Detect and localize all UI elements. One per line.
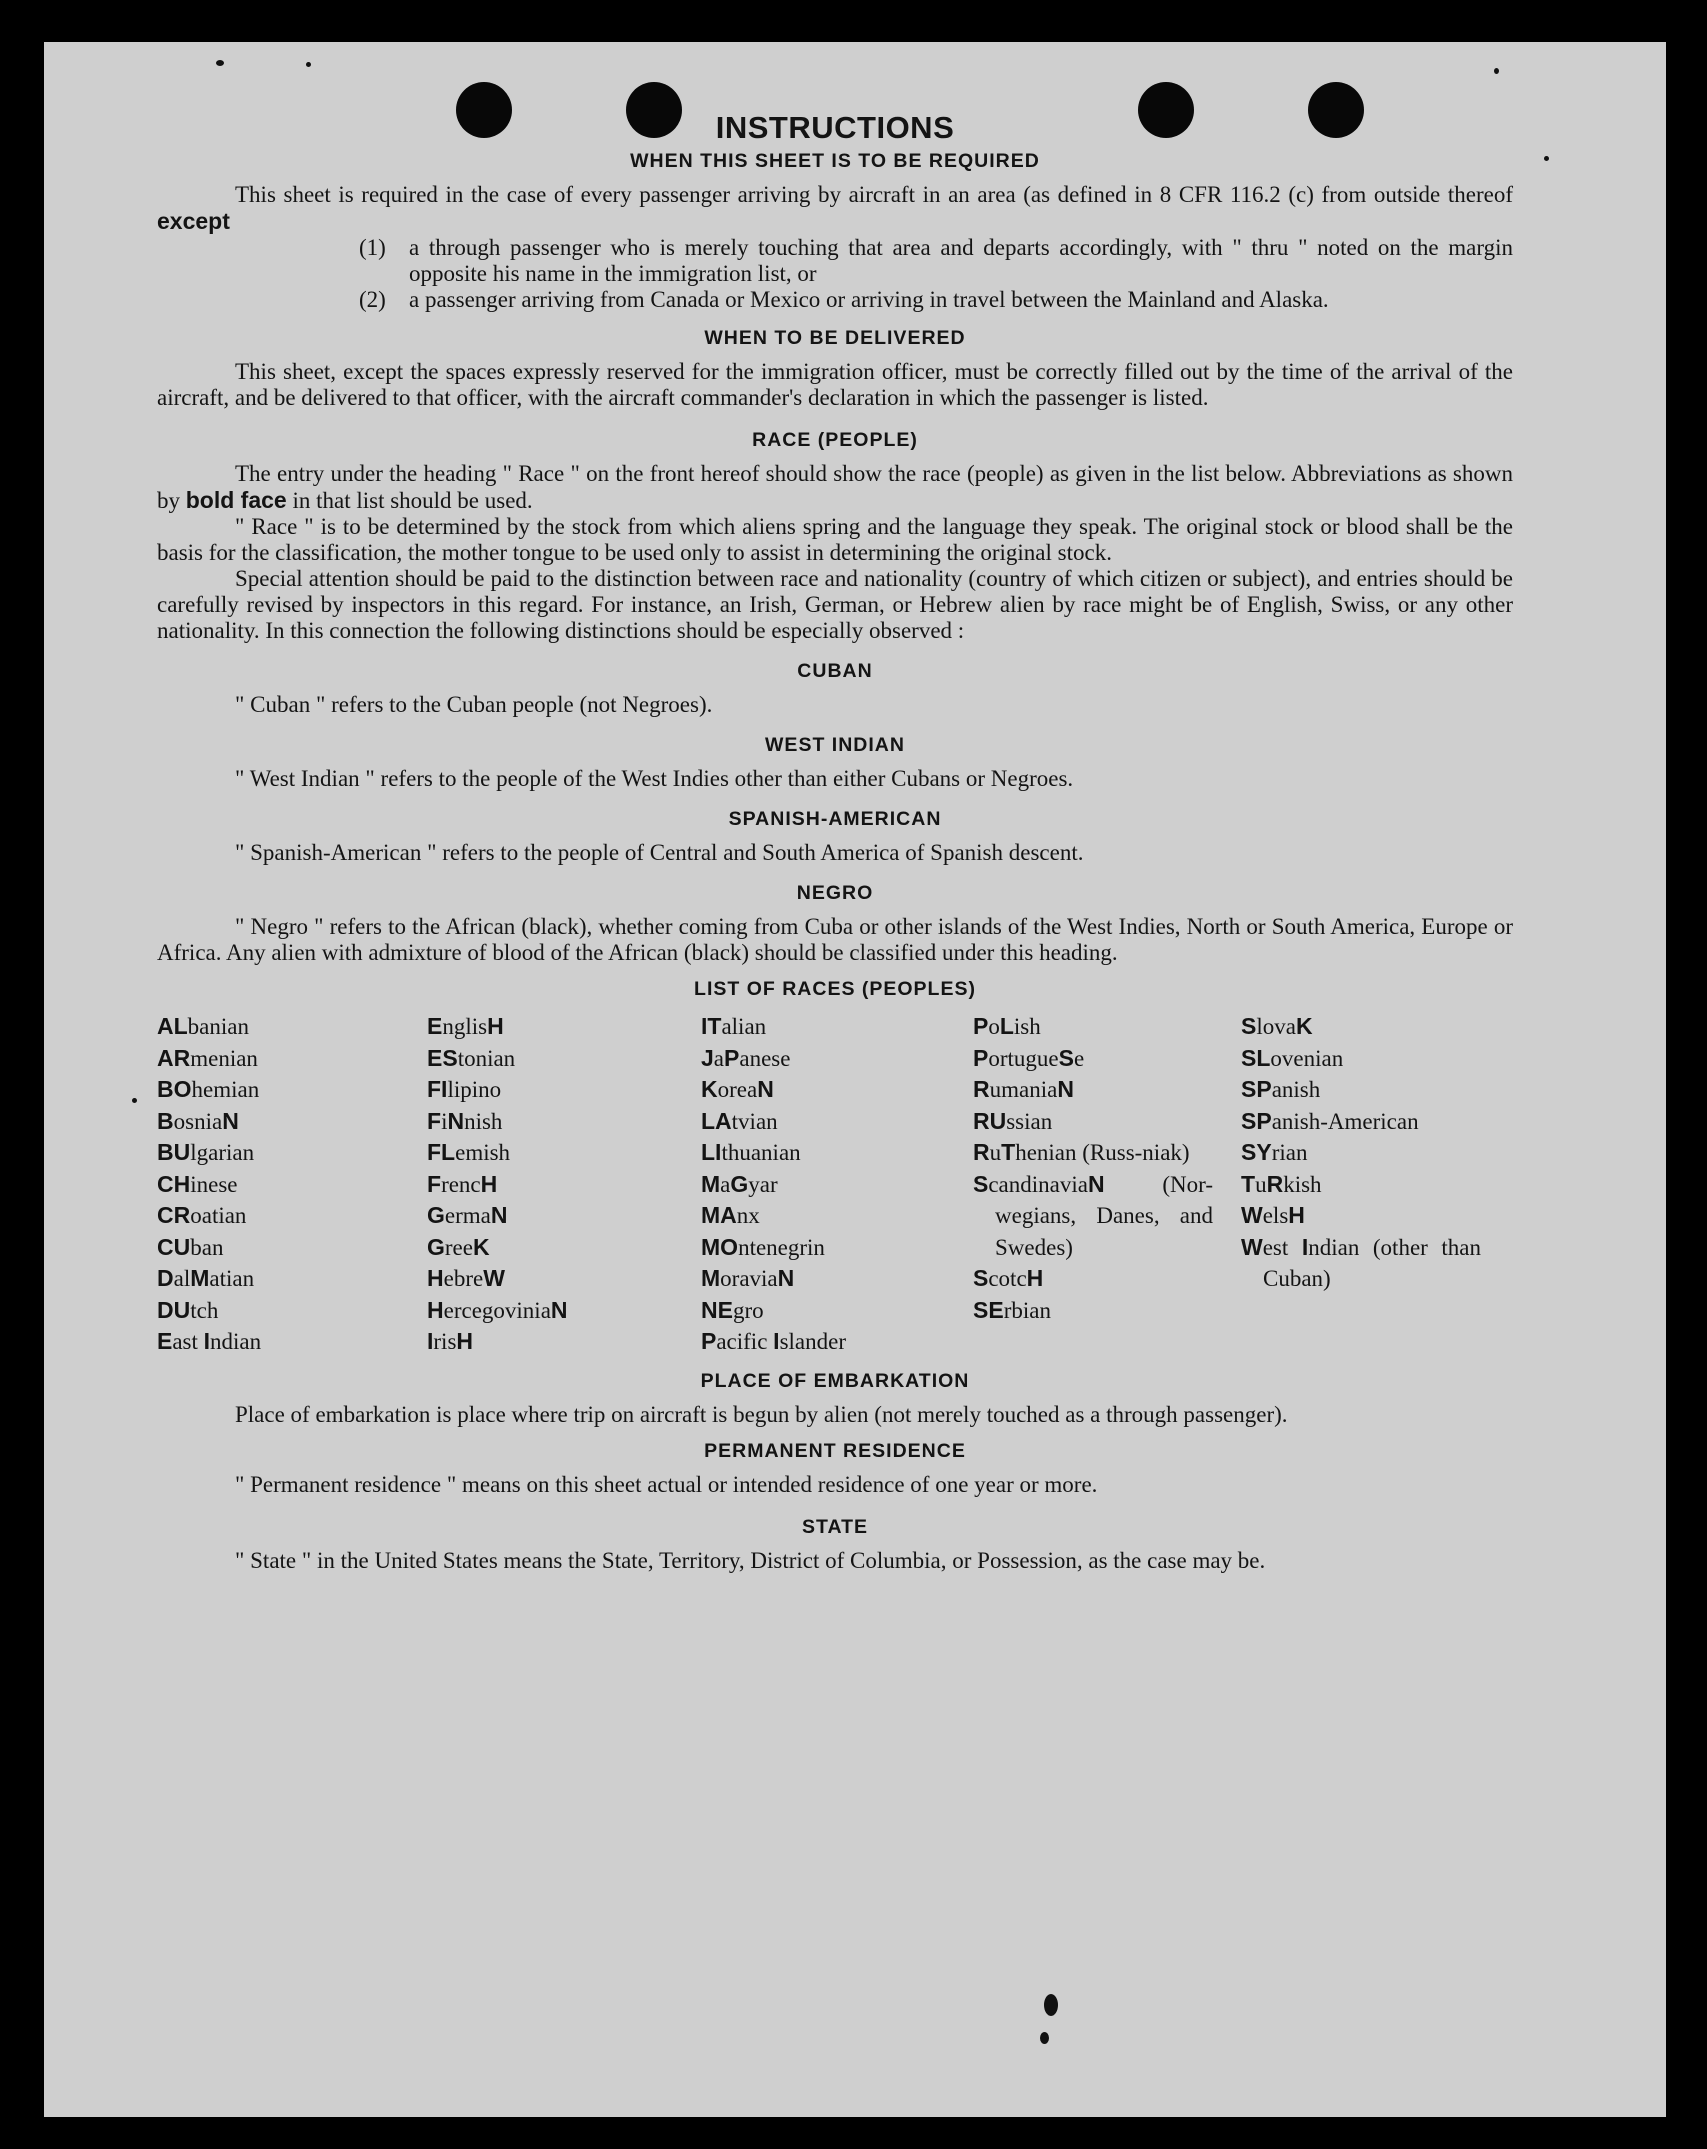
race-text: ntenegrin xyxy=(738,1234,825,1260)
race-abbreviation: IT xyxy=(701,1013,722,1039)
race-paragraph-2: " Race " is to be determined by the stock from which aliens spring and the language they speak. The original stock or blood shall be the basis for the classification, the mother tongue to be used only to assist in determining the original stock. xyxy=(157,514,1513,565)
race-text: o xyxy=(988,1014,1000,1039)
race-abbreviation: H xyxy=(1288,1202,1305,1228)
race-text: ree xyxy=(444,1234,473,1260)
race-abbreviation: NE xyxy=(701,1296,733,1323)
race-item xyxy=(701,1169,973,1201)
race-column xyxy=(157,1011,427,1358)
race-item xyxy=(157,1106,427,1138)
section-heading-race: RACE (PEOPLE) xyxy=(752,429,918,451)
race-text: hemian xyxy=(191,1077,260,1102)
section-heading-spanish-american: SPANISH-AMERICAN xyxy=(728,808,942,830)
race-abbreviation: P xyxy=(724,1044,740,1071)
race-item xyxy=(973,1106,1241,1138)
race-item xyxy=(427,1295,701,1327)
race-text: ris xyxy=(433,1329,457,1354)
race-item xyxy=(701,1106,973,1138)
race-text: ortugue xyxy=(988,1045,1059,1071)
race-abbreviation: N xyxy=(777,1265,795,1291)
race-text: anese xyxy=(739,1045,791,1071)
race-text: yar xyxy=(748,1171,778,1197)
race-abbreviation: K xyxy=(472,1233,490,1260)
race-item xyxy=(1241,1232,1481,1295)
race-text: ebre xyxy=(443,1266,484,1291)
race-abbreviation: FI xyxy=(427,1076,448,1102)
race-abbreviation: N xyxy=(447,1107,465,1134)
race-text: kish xyxy=(1283,1171,1322,1197)
race-text: alian xyxy=(721,1014,767,1039)
race-text: nish xyxy=(464,1108,503,1134)
race-text: e xyxy=(1073,1045,1085,1071)
race-item xyxy=(701,1074,973,1106)
race-item xyxy=(1241,1200,1481,1232)
section-heading-embarkation: PLACE OF EMBARKATION xyxy=(700,1369,970,1392)
race-text: atian xyxy=(209,1266,255,1291)
race-abbreviation: W xyxy=(483,1265,505,1291)
race-abbreviation: S xyxy=(1241,1013,1257,1039)
ink-speck xyxy=(216,60,224,66)
race-abbreviation: H xyxy=(1026,1265,1044,1291)
race-abbreviation: BO xyxy=(157,1076,192,1102)
race-abbreviation: M xyxy=(701,1265,721,1291)
race-item xyxy=(427,1263,701,1295)
race-abbreviation: L xyxy=(999,1013,1014,1039)
race-text: ish xyxy=(1013,1014,1041,1039)
race-abbreviation: P xyxy=(701,1328,717,1354)
race-abbreviation: T xyxy=(1001,1139,1016,1165)
race-text: candinavia xyxy=(988,1171,1088,1197)
race-item xyxy=(157,1326,427,1358)
race-column xyxy=(427,1011,701,1358)
race-item xyxy=(701,1232,973,1264)
race-text: emish xyxy=(455,1140,511,1165)
race-item xyxy=(973,1263,1241,1295)
race-abbreviation: E xyxy=(427,1013,443,1039)
race-abbreviation: I xyxy=(427,1328,434,1354)
race-item xyxy=(427,1232,701,1264)
race-item xyxy=(973,1011,1241,1043)
exception-text: a passenger arriving from Canada or Mexico or arriving in travel between the Mainland and Alaska. xyxy=(409,287,1329,312)
race-item xyxy=(701,1043,973,1075)
race-column xyxy=(973,1011,1241,1358)
section-heading-list-of-races: LIST OF RACES (PEOPLES) xyxy=(694,978,976,1000)
instructions-content xyxy=(157,110,1513,1574)
race-abbreviation: F xyxy=(427,1170,442,1197)
race-item xyxy=(427,1326,701,1358)
race-item xyxy=(427,1106,701,1138)
race-item xyxy=(427,1043,701,1075)
exception-number: (2) xyxy=(359,287,386,312)
race-abbreviation: K xyxy=(701,1076,718,1102)
race-item xyxy=(427,1137,701,1169)
race-abbreviation: R xyxy=(1266,1170,1284,1197)
race-text: al xyxy=(173,1266,191,1291)
race-item xyxy=(157,1169,427,1201)
race-paragraph-1 xyxy=(157,461,1513,514)
west-indian-text: " West Indian " refers to the people of the West Indies other than either Cubans or Negroes. xyxy=(235,766,1074,791)
race-abbreviation: CU xyxy=(157,1233,191,1260)
required-intro-text: This sheet is required in the case of every passenger arriving by aircraft in an area (as defined in 8 CFR 116.2 (c) from outside thereof xyxy=(235,182,1513,207)
ink-speck xyxy=(132,1098,137,1103)
section-heading-west-indian: WEST INDIAN xyxy=(765,734,905,756)
race-column xyxy=(1241,1011,1481,1358)
race-item xyxy=(427,1074,701,1106)
race-item xyxy=(973,1043,1241,1075)
ink-speck xyxy=(1544,156,1549,161)
race-abbreviation: SP xyxy=(1241,1076,1272,1102)
race-column xyxy=(701,1011,973,1358)
race-abbreviation: M xyxy=(190,1265,210,1291)
race-text: ban xyxy=(190,1234,224,1260)
race-text: osnia xyxy=(173,1108,223,1134)
race-text: oatian xyxy=(190,1203,247,1228)
embarkation-text: Place of embarkation is place where trip on aircraft is begun by alien (not merely touched as a through passenger). xyxy=(235,1401,1288,1427)
race-abbreviation: N xyxy=(1057,1076,1074,1102)
race-text: gro xyxy=(732,1297,764,1323)
race-item xyxy=(1241,1074,1481,1106)
race-item xyxy=(701,1200,973,1232)
race-abbreviation: P xyxy=(973,1013,989,1039)
exception-item xyxy=(157,287,1513,313)
race-abbreviation: S xyxy=(973,1265,989,1291)
race-item xyxy=(973,1137,1213,1169)
race-item xyxy=(427,1011,701,1043)
required-intro xyxy=(157,182,1513,235)
race-abbreviation: H xyxy=(427,1296,444,1323)
race-text: lova xyxy=(1256,1014,1296,1039)
race-item xyxy=(1241,1106,1481,1138)
race-text: ovenian xyxy=(1270,1045,1344,1071)
race-abbreviation: F xyxy=(427,1107,442,1134)
race-abbreviation: E xyxy=(157,1328,173,1354)
spanish-american-text: " Spanish-American " refers to the people of Central and South America of Spanish descent. xyxy=(235,840,1084,865)
race-abbreviation: N xyxy=(550,1296,568,1323)
race-item xyxy=(157,1137,427,1169)
race-item xyxy=(701,1326,973,1358)
race-abbreviation: N xyxy=(757,1076,774,1102)
section-heading-permanent-residence: PERMANENT RESIDENCE xyxy=(704,1439,966,1462)
race-abbreviation: ES xyxy=(427,1044,458,1071)
delivered-text: This sheet, except the spaces expressly reserved for the immigration officer, must be correctly filled out by the time of the arrival of the aircraft, and be delivered to that officer, with the aircraft commander's declaration in which the passenger is listed. xyxy=(157,359,1513,410)
race-abbreviation: BU xyxy=(157,1139,191,1165)
race-abbreviation: SP xyxy=(1241,1107,1272,1134)
race-abbreviation: CH xyxy=(157,1170,191,1197)
race-text: cotc xyxy=(988,1266,1027,1291)
race-abbreviation: H xyxy=(456,1328,474,1354)
exception-item xyxy=(157,235,1513,287)
race-abbreviation: S xyxy=(1058,1044,1074,1071)
race-item xyxy=(427,1200,701,1232)
race-text: erma xyxy=(444,1203,491,1228)
race-text: tch xyxy=(190,1297,219,1323)
permanent-residence-text: " Permanent residence " means on this sheet actual or intended residence of one year or more. xyxy=(235,1471,1098,1497)
race-p1-text-end: in that list should be used. xyxy=(292,488,533,513)
race-item xyxy=(157,1263,427,1295)
race-abbreviation: AL xyxy=(157,1013,188,1039)
except-bold: except xyxy=(157,208,230,234)
race-p1-text: The entry under the heading " Race " on the front hereof should show the race (people) as given in the list below. Abbreviations as shown by xyxy=(157,461,1513,513)
race-text: nx xyxy=(736,1203,760,1228)
race-text: i xyxy=(441,1108,448,1134)
race-text: renc xyxy=(441,1171,481,1197)
race-item xyxy=(1241,1011,1481,1043)
state-text: " State " in the United States means the State, Territory, District of Columbia, or Possession, as the case may be. xyxy=(235,1547,1266,1573)
race-text: (Nor-wegians, Danes, and Swedes) xyxy=(995,1171,1213,1260)
race-abbreviation: G xyxy=(730,1170,749,1197)
race-abbreviation: G xyxy=(427,1202,445,1228)
race-abbreviation: SE xyxy=(973,1296,1004,1323)
race-abbreviation: N xyxy=(222,1107,239,1134)
race-abbreviation: B xyxy=(157,1107,174,1134)
race-list xyxy=(157,1011,1513,1358)
race-abbreviation: LI xyxy=(701,1139,722,1165)
race-abbreviation: K xyxy=(1295,1013,1313,1039)
race-item xyxy=(701,1295,973,1327)
ink-speck xyxy=(1494,68,1499,74)
page-title: INSTRUCTIONS xyxy=(715,110,955,145)
race-abbreviation: H xyxy=(480,1170,498,1197)
race-abbreviation: N xyxy=(490,1202,508,1228)
race-item xyxy=(157,1074,427,1106)
race-abbreviation: W xyxy=(1241,1202,1263,1228)
race-text: lgarian xyxy=(190,1140,255,1165)
race-item xyxy=(1241,1169,1481,1201)
race-text: ssian xyxy=(1006,1108,1053,1134)
race-item xyxy=(701,1011,973,1043)
race-text: acific xyxy=(716,1329,774,1354)
race-item xyxy=(701,1263,973,1295)
race-item xyxy=(973,1295,1241,1327)
race-abbreviation: P xyxy=(973,1044,989,1071)
race-text: est xyxy=(1262,1234,1302,1260)
race-abbreviation: I xyxy=(1301,1233,1309,1260)
ink-speck xyxy=(1044,1994,1058,2016)
race-text: ndian (other than Cuban) xyxy=(1263,1234,1481,1291)
race-text: ndian xyxy=(210,1329,262,1354)
race-abbreviation: SL xyxy=(1241,1044,1271,1071)
race-abbreviation: I xyxy=(773,1328,780,1354)
race-abbreviation: RU xyxy=(973,1107,1007,1134)
exception-number: (1) xyxy=(359,235,386,260)
race-item xyxy=(157,1043,427,1075)
section-heading-required: WHEN THIS SHEET IS TO BE REQUIRED xyxy=(630,150,1040,172)
race-text: a xyxy=(713,1045,725,1071)
race-abbreviation: T xyxy=(1241,1170,1256,1197)
race-text: anish-American xyxy=(1271,1108,1419,1134)
race-abbreviation: R xyxy=(973,1139,990,1165)
race-text: u xyxy=(989,1140,1002,1165)
race-text: els xyxy=(1262,1203,1289,1228)
bold-face-text: bold face xyxy=(185,487,287,513)
race-text: henian (Russ-niak) xyxy=(1015,1140,1190,1165)
race-text: slander xyxy=(779,1329,846,1354)
race-text: oravia xyxy=(720,1266,778,1291)
race-text: a xyxy=(720,1171,731,1197)
cuban-text: " Cuban " refers to the Cuban people (not Negroes). xyxy=(235,692,713,717)
race-text: rbian xyxy=(1003,1297,1051,1323)
race-item xyxy=(973,1169,1213,1264)
race-text: menian xyxy=(190,1045,258,1071)
race-abbreviation: R xyxy=(973,1076,990,1102)
race-text: lipino xyxy=(447,1077,502,1102)
race-text: orea xyxy=(717,1077,758,1102)
exception-text: a through passenger who is merely touching that area and departs accordingly, with " thru " noted on the margin opposite his name in the immigration list, or xyxy=(409,235,1513,286)
negro-text: " Negro " refers to the African (black), whether coming from Cuba or other islands of the West Indies, North or South America, Europe or Africa. Any alien with admixture of blood of the African (black) should be classified under this heading. xyxy=(157,914,1513,965)
section-heading-state: STATE xyxy=(801,1515,869,1538)
race-item xyxy=(157,1295,427,1327)
race-abbreviation: N xyxy=(1087,1170,1105,1197)
race-item xyxy=(157,1011,427,1043)
race-abbreviation: DU xyxy=(157,1296,191,1323)
race-abbreviation: FL xyxy=(427,1139,456,1165)
race-text: umania xyxy=(989,1077,1058,1102)
race-abbreviation: D xyxy=(157,1265,174,1291)
race-abbreviation: W xyxy=(1241,1233,1263,1260)
race-text: nglis xyxy=(442,1014,488,1039)
race-text: ercegovinia xyxy=(443,1297,551,1323)
section-heading-cuban: CUBAN xyxy=(797,660,873,682)
race-abbreviation: G xyxy=(427,1233,445,1260)
race-text: anish xyxy=(1271,1077,1321,1102)
race-paragraph-3: Special attention should be paid to the distinction between race and nationality (country of which citizen or subject), and entries should be carefully revised by inspectors in this regard. For instance, an Irish, German, or Hebrew alien by race might be of English, Swiss, or any other nationality. In this connection the following distinctions should be especially observed : xyxy=(157,566,1513,643)
race-abbreviation: M xyxy=(701,1170,721,1197)
race-text: inese xyxy=(190,1171,238,1197)
section-heading-delivered: WHEN TO BE DELIVERED xyxy=(704,327,966,349)
race-item xyxy=(157,1232,427,1264)
race-abbreviation: AR xyxy=(157,1044,191,1071)
race-item xyxy=(1241,1137,1481,1169)
race-abbreviation: MO xyxy=(701,1233,739,1260)
section-heading-negro: NEGRO xyxy=(796,882,874,904)
race-text: banian xyxy=(187,1014,249,1039)
race-abbreviation: J xyxy=(701,1044,714,1071)
race-abbreviation: H xyxy=(427,1265,444,1291)
race-text: tvian xyxy=(731,1108,778,1134)
race-text: tonian xyxy=(457,1045,516,1071)
race-text: thuanian xyxy=(721,1140,801,1165)
race-text: rian xyxy=(1271,1140,1308,1165)
race-abbreviation: MA xyxy=(701,1202,737,1228)
race-abbreviation: LA xyxy=(701,1107,732,1134)
race-abbreviation: S xyxy=(973,1170,989,1197)
race-abbreviation: CR xyxy=(157,1202,191,1228)
race-item xyxy=(701,1137,973,1169)
race-text: u xyxy=(1255,1171,1267,1197)
race-item xyxy=(427,1169,701,1201)
race-text: ast xyxy=(172,1329,204,1354)
race-item xyxy=(157,1200,427,1232)
race-abbreviation: SY xyxy=(1241,1139,1272,1165)
race-item xyxy=(1241,1043,1481,1075)
ink-speck xyxy=(306,62,311,67)
ink-speck xyxy=(1040,2032,1049,2044)
race-item xyxy=(973,1074,1241,1106)
race-abbreviation: H xyxy=(487,1013,504,1039)
race-abbreviation: I xyxy=(203,1328,211,1354)
